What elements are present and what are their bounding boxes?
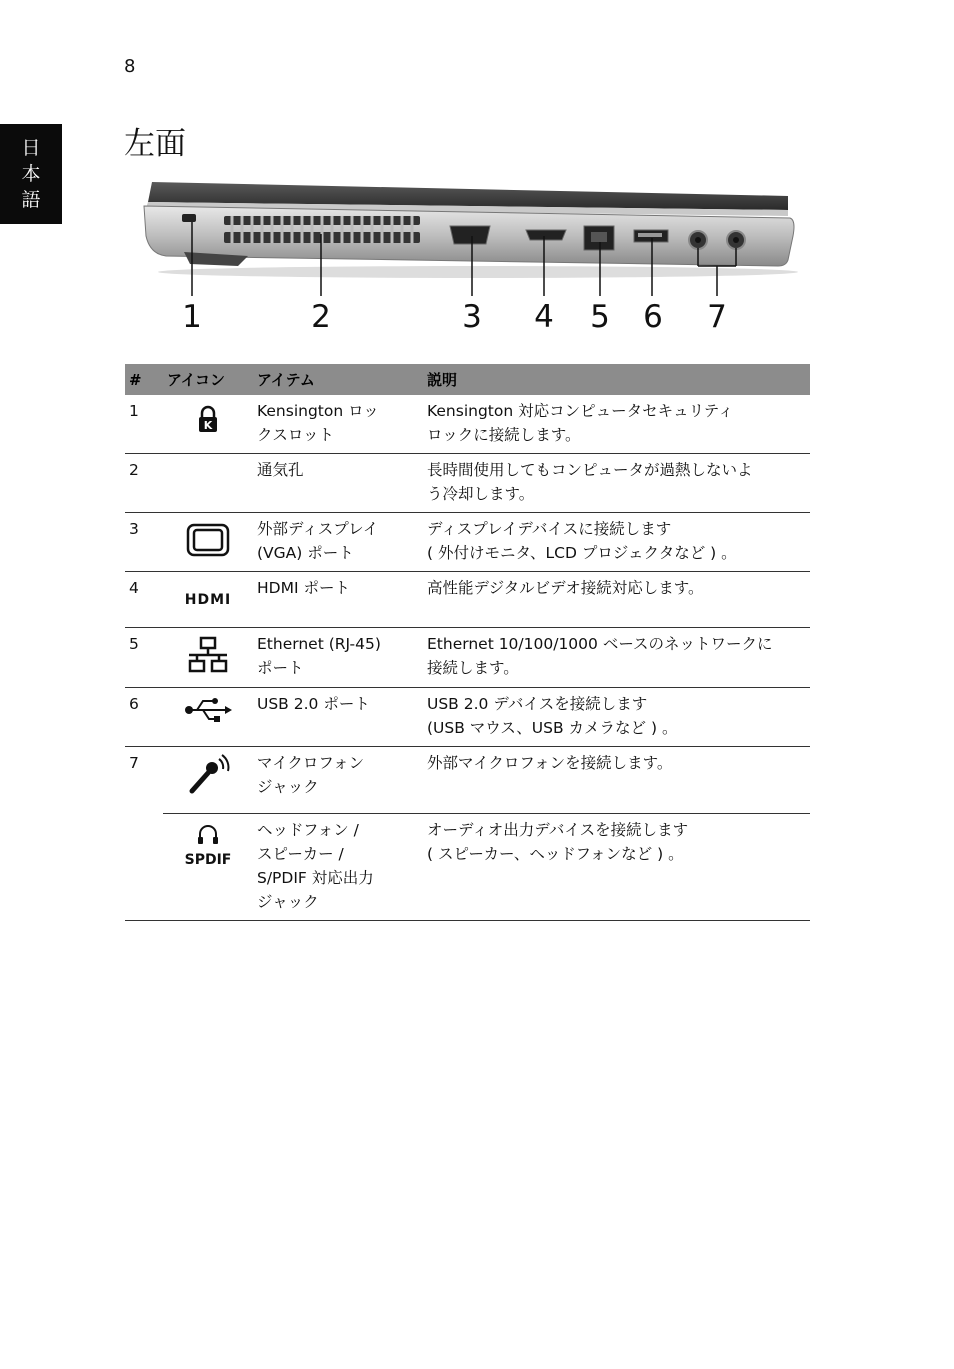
desc-line: (USB マウス、USB カメラなど ) 。: [427, 719, 678, 737]
desc-line: 長時間使用してもコンピュータが過熱しないよ: [427, 461, 753, 479]
svg-text:K: K: [203, 419, 213, 432]
header-number: #: [125, 364, 163, 395]
desc-line: ディスプレイデバイスに接続します: [427, 520, 672, 538]
microphone-icon: [186, 753, 230, 797]
item-line: S/PDIF 対応出力: [257, 869, 374, 887]
table-row: [125, 628, 810, 688]
desc-line: 高性能デジタルビデオ接続対応します。: [427, 579, 704, 597]
page-number: 8: [124, 56, 136, 77]
item-line: Kensington ロッ: [257, 402, 379, 420]
vga-monitor-icon: [186, 523, 230, 557]
table-row: [125, 513, 810, 572]
callout-label: 2: [311, 299, 331, 335]
desc-line: う冷却します。: [427, 485, 535, 503]
callout-label: 5: [590, 299, 610, 335]
item-line: ポート: [257, 659, 304, 677]
language-tab-char: 語: [21, 189, 41, 211]
desc-line: ( スピーカー、ヘッドフォンなど ) 。: [427, 845, 684, 863]
item-line: スピーカー /: [257, 845, 344, 863]
desc-line: Ethernet 10/100/1000 ベースのネットワークに: [427, 635, 773, 653]
desc-line: USB 2.0 デバイスを接続します: [427, 695, 648, 713]
table-row: [125, 688, 810, 747]
item-line: ジャック: [257, 893, 319, 911]
language-tab-char: 日: [21, 137, 41, 159]
kensington-lock-icon: [197, 405, 219, 433]
row-number: 2: [125, 454, 163, 513]
desc-line: オーディオ出力デバイスを接続します: [427, 821, 689, 839]
desc-line: ロックに接続します。: [427, 426, 581, 444]
item-line: ヘッドフォン /: [257, 821, 359, 839]
table-row: [125, 747, 810, 814]
item-line: (VGA) ポート: [257, 544, 354, 562]
item-line: 通気孔: [257, 461, 304, 479]
language-tab-char: 本: [21, 163, 41, 185]
table-row: [125, 572, 810, 628]
row-number: 4: [125, 572, 163, 628]
item-line: Ethernet (RJ-45): [257, 635, 381, 653]
table-row: [125, 454, 810, 513]
hdmi-icon: [180, 580, 236, 614]
ethernet-network-icon: [186, 636, 230, 674]
table-row: [125, 395, 810, 454]
item-line: ジャック: [257, 778, 319, 796]
item-line: HDMI ポート: [257, 579, 350, 597]
item-line: 外部ディスプレイ: [257, 520, 379, 538]
headphone-spdif-icon: [181, 820, 235, 868]
spdif-label: SPDIF: [184, 852, 232, 868]
item-line: マイクロフォン: [257, 754, 365, 772]
row-number: 5: [125, 628, 163, 688]
header-description: 説明: [423, 364, 810, 395]
callout-label: 1: [182, 299, 202, 335]
usb-icon: [183, 696, 233, 724]
table-header-row: [125, 364, 810, 395]
page-title: 左面: [124, 126, 186, 162]
callout-label: 3: [462, 299, 482, 335]
language-tab: [0, 124, 62, 224]
row-number: 3: [125, 513, 163, 572]
port-table: [125, 364, 810, 921]
svg-text:HDMI: HDMI: [184, 592, 232, 608]
desc-line: Kensington 対応コンピュータセキュリティ: [427, 402, 734, 420]
desc-line: 接続します。: [427, 659, 519, 677]
desc-line: ( 外付けモニタ、LCD プロジェクタなど ) 。: [427, 544, 737, 562]
header-item: アイテム: [253, 364, 423, 395]
header-icon: アイコン: [163, 364, 253, 395]
row-number: 6: [125, 688, 163, 747]
item-line: クスロット: [257, 426, 335, 444]
row-number: 7: [129, 754, 139, 772]
callout-label: 4: [534, 299, 554, 335]
row-number: 1: [125, 395, 163, 454]
desc-line: 外部マイクロフォンを接続します。: [427, 754, 673, 772]
callout-label: 6: [643, 299, 663, 335]
table-row: [125, 814, 810, 921]
row-number: [125, 814, 163, 921]
item-line: USB 2.0 ポート: [257, 695, 370, 713]
callout-label: 7: [707, 299, 727, 335]
